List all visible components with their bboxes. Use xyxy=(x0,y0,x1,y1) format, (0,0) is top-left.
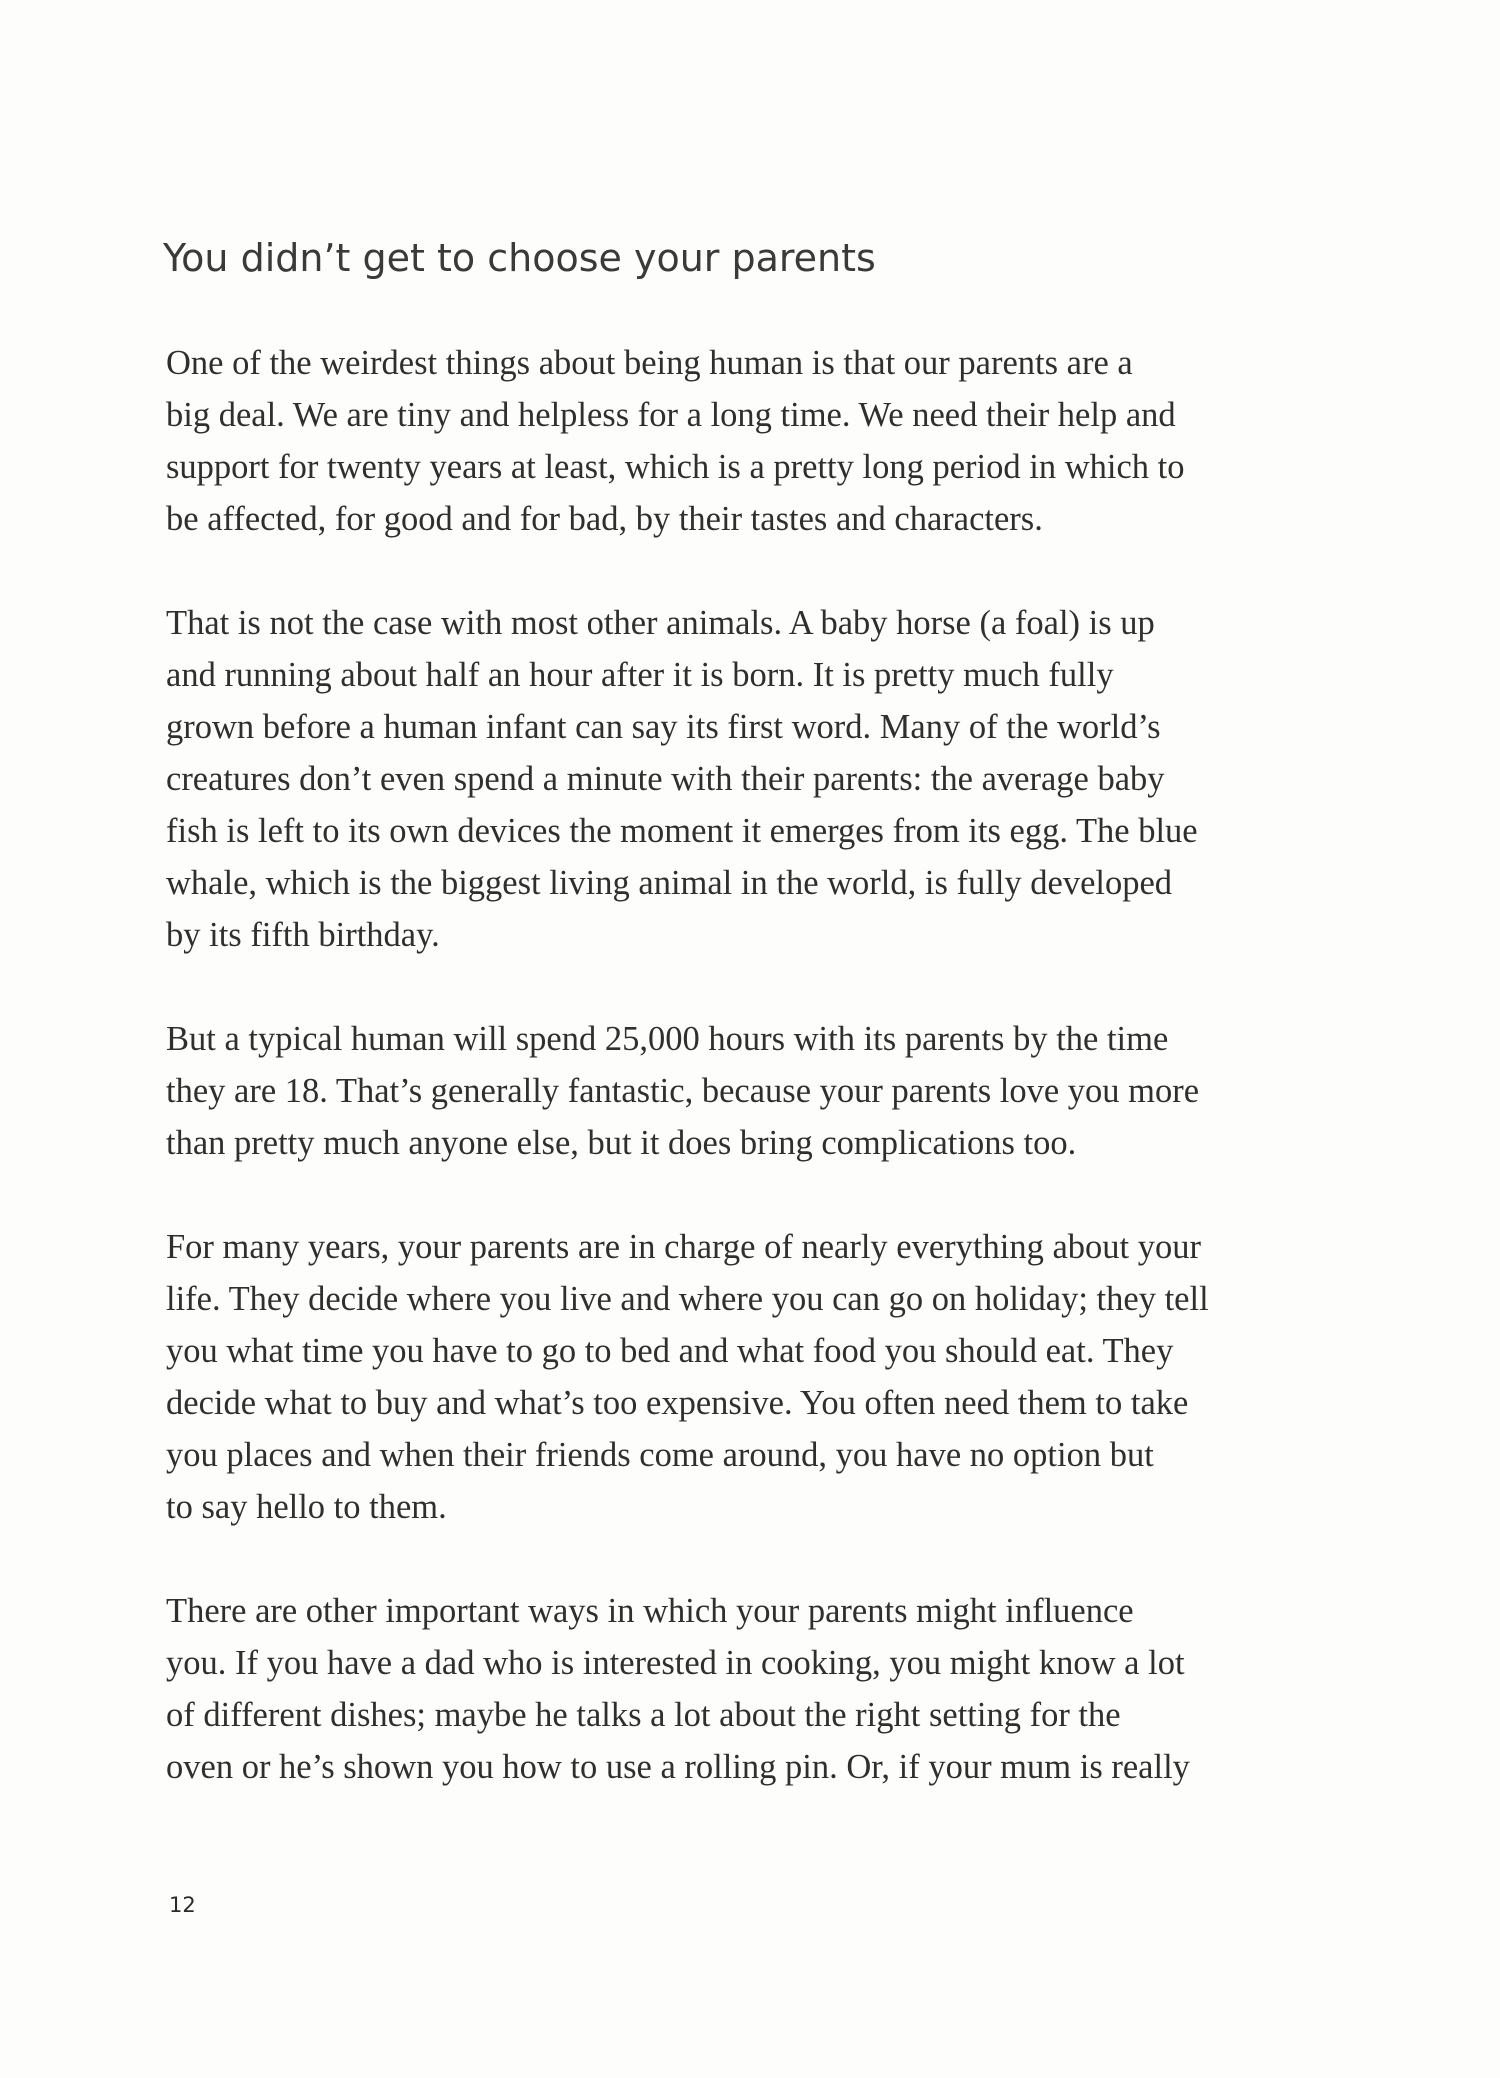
text-line: One of the weirdest things about being human is that our parents are a xyxy=(166,344,1133,382)
page-number: 12 xyxy=(169,1893,196,1917)
section-heading: You didn’t get to choose your parents xyxy=(163,236,876,280)
text-line: fish is left to its own devices the moment it emerges from its egg. The blue xyxy=(166,812,1198,850)
text-line: creatures don’t even spend a minute with their parents: the average baby xyxy=(166,760,1165,798)
text-line: you places and when their friends come around, you have no option but xyxy=(166,1436,1154,1474)
text-line: and running about half an hour after it is born. It is pretty much fully xyxy=(166,656,1114,694)
text-line: you what time you have to go to bed and what food you should eat. They xyxy=(166,1332,1174,1370)
paragraph-5 xyxy=(166,1585,1336,1793)
text-line: be affected, for good and for bad, by their tastes and characters. xyxy=(166,500,1043,538)
paragraph-4 xyxy=(166,1221,1336,1533)
text-line: of different dishes; maybe he talks a lot about the right setting for the xyxy=(166,1696,1121,1734)
text-line: grown before a human infant can say its first word. Many of the world’s xyxy=(166,708,1161,746)
text-line: That is not the case with most other animals. A baby horse (a foal) is up xyxy=(166,604,1155,642)
paragraph-2 xyxy=(166,597,1336,961)
text-line: whale, which is the biggest living animal in the world, is fully developed xyxy=(166,864,1173,902)
paragraph-1 xyxy=(166,337,1336,545)
body-text xyxy=(166,337,1336,1845)
text-line: support for twenty years at least, which is a pretty long period in which to xyxy=(166,448,1185,486)
text-line: life. They decide where you live and where you can go on holiday; they tell xyxy=(166,1280,1209,1318)
text-line: you. If you have a dad who is interested in cooking, you might know a lot xyxy=(166,1644,1185,1682)
text-line: oven or he’s shown you how to use a rolling pin. Or, if your mum is really xyxy=(166,1748,1190,1786)
text-line: decide what to buy and what’s too expensive. You often need them to take xyxy=(166,1384,1189,1422)
text-line: they are 18. That’s generally fantastic, because your parents love you more xyxy=(166,1072,1200,1110)
text-line: There are other important ways in which your parents might influence xyxy=(166,1592,1134,1630)
text-line: big deal. We are tiny and helpless for a long time. We need their help and xyxy=(166,396,1176,434)
text-line: But a typical human will spend 25,000 hours with its parents by the time xyxy=(166,1020,1169,1058)
text-line: than pretty much anyone else, but it does bring complications too. xyxy=(166,1124,1077,1162)
text-line: by its fifth birthday. xyxy=(166,916,440,954)
text-line: to say hello to them. xyxy=(166,1488,447,1526)
text-line: For many years, your parents are in charge of nearly everything about your xyxy=(166,1228,1201,1266)
paragraph-3 xyxy=(166,1013,1336,1169)
